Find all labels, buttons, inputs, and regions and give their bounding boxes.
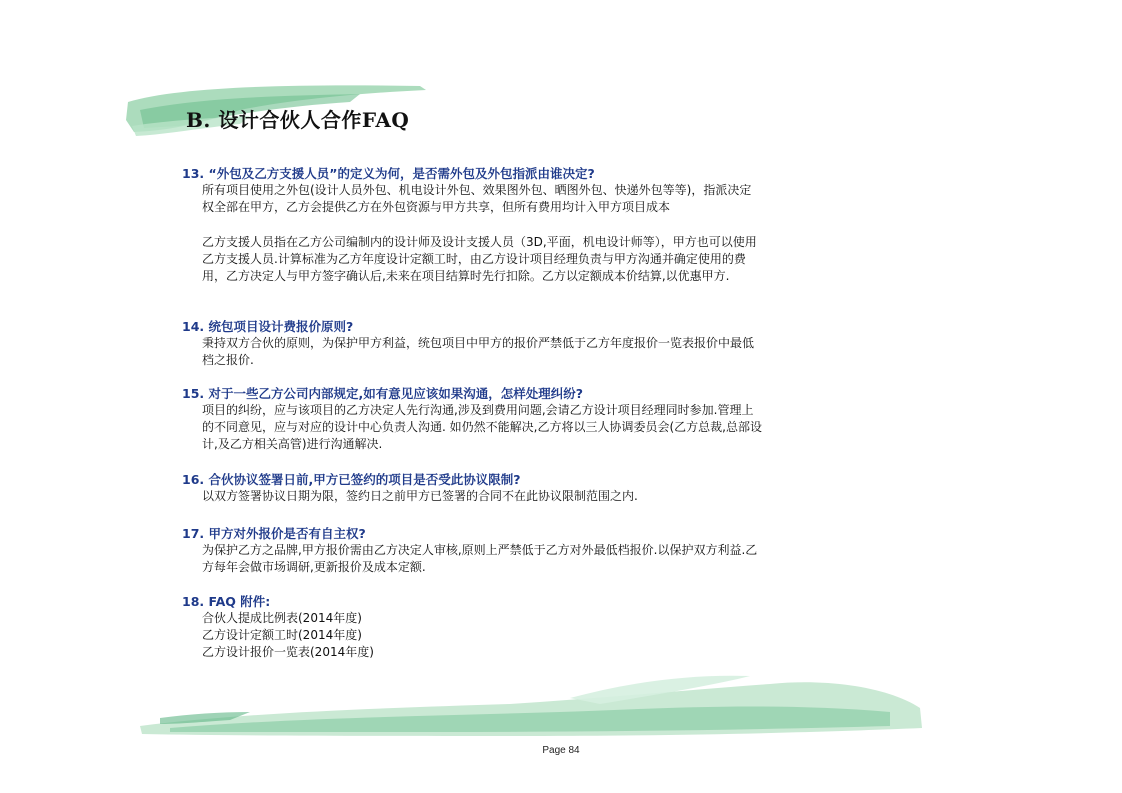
page-title: B. 设计合伙人合作FAQ [186, 108, 410, 132]
faq-question-text: FAQ 附件: [208, 594, 271, 609]
faq-number: 17. [182, 526, 205, 541]
faq-question [182, 165, 762, 182]
faq-item-18 [182, 593, 762, 661]
brush-stroke-footer-decoration [130, 668, 930, 740]
attachment-item: 乙方设计定额工时(2014年度) [202, 628, 362, 642]
faq-item-15 [182, 385, 762, 453]
faq-question [182, 593, 762, 610]
faq-question-text: 合伙协议签署日前,甲方已签约的项目是否受此协议限制? [208, 472, 521, 487]
faq-question [182, 471, 762, 488]
faq-answer [202, 488, 762, 505]
faq-number: 13. [182, 166, 205, 181]
attachment-item: 合伙人提成比例表(2014年度) [202, 611, 362, 625]
faq-answer [202, 182, 762, 285]
attachment-item: 乙方设计报价一览表(2014年度) [202, 645, 374, 659]
faq-question [182, 385, 762, 402]
faq-answer [202, 542, 762, 576]
faq-number: 15. [182, 386, 205, 401]
faq-answer-paragraph: 乙方支援人员指在乙方公司编制内的设计师及设计支援人员（3D,平面，机电设计师等），甲方也可以使用乙方支援人员.计算标准为乙方年度设计定额工时，由乙方设计项目经理负责与甲方沟通并确定使用的费用，乙方决定人与甲方签字确认后,未来在项目结算时先行扣除。乙方以定额成本价结算,以优惠甲方. [202, 235, 757, 283]
faq-question-text: 统包项目设计费报价原则? [208, 319, 354, 334]
faq-item-16 [182, 471, 762, 505]
faq-answer [202, 335, 762, 369]
faq-number: 16. [182, 472, 205, 487]
faq-question-text: 对于一些乙方公司内部规定,如有意见应该如果沟通，怎样处理纠纷? [208, 386, 584, 401]
faq-number: 18. [182, 594, 205, 609]
faq-question-text: “外包及乙方支援人员”的定义为何，是否需外包及外包指派由谁决定? [208, 166, 595, 181]
faq-question [182, 318, 762, 335]
faq-answer [202, 402, 762, 453]
faq-attachment-list [202, 610, 762, 661]
faq-answer-paragraph: 为保护乙方之品牌,甲方报价需由乙方决定人审核,原则上严禁低于乙方对外最低档报价.以保护双方利益.乙方每年会做市场调研,更新报价及成本定额. [202, 543, 758, 574]
faq-item-14 [182, 318, 762, 369]
faq-answer-paragraph: 以双方签署协议日期为限，签约日之前甲方已签署的合同不在此协议限制范围之内. [202, 489, 638, 503]
faq-question [182, 525, 762, 542]
faq-item-17 [182, 525, 762, 576]
faq-number: 14. [182, 319, 205, 334]
faq-item-13 [182, 165, 762, 285]
faq-answer-paragraph: 项目的纠纷，应与该项目的乙方决定人先行沟通,涉及到费用问题,会请乙方设计项目经理同时参加.管理上的不同意见，应与对应的设计中心负责人沟通. 如仍然不能解决,乙方将以三人协调委员会(乙方总裁,总部设计,及乙方相关高管)进行沟通解决. [202, 403, 762, 451]
faq-question-text: 甲方对外报价是否有自主权? [208, 526, 366, 541]
page-number: Page 84 [542, 745, 580, 756]
faq-answer-paragraph: 秉持双方合伙的原则，为保护甲方利益，统包项目中甲方的报价严禁低于乙方年度报价一览表报价中最低档之报价. [202, 336, 755, 367]
faq-answer-paragraph: 所有项目使用之外包(设计人员外包、机电设计外包、效果图外包、晒图外包、快递外包等等)，指派决定权全部在甲方，乙方会提供乙方在外包资源与甲方共享，但所有费用均计入甲方项目成本 [202, 183, 752, 214]
